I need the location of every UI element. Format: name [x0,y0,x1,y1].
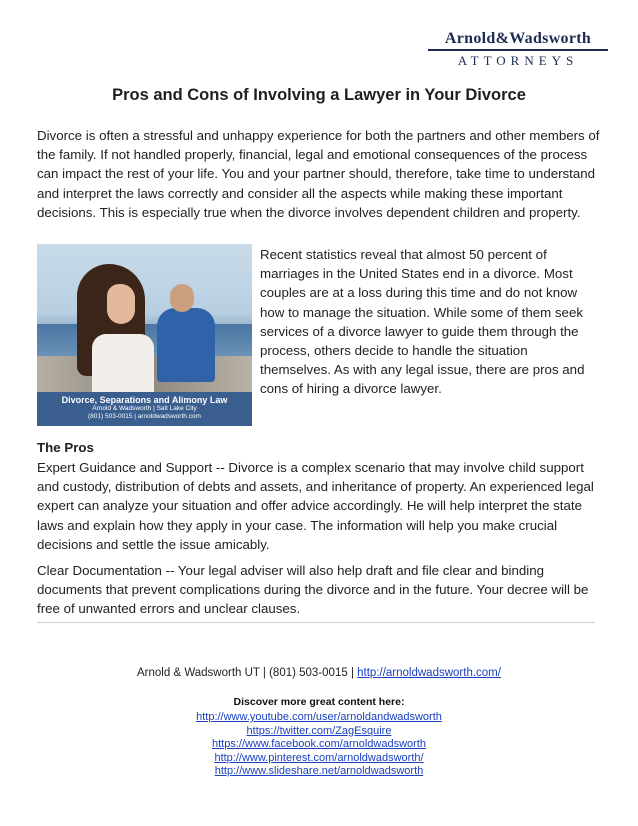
footer-contact [0,667,638,679]
logo-firm-name: Arnold&Wadsworth [444,30,592,47]
discover-heading: Discover more great content here: [233,696,405,708]
firm-logo [428,30,608,69]
facebook-link[interactable]: https://www.facebook.com/arnoldwadsworth [212,738,426,750]
pros-guidance-paragraph: Expert Guidance and Support -- Divorce is a complex scenario that may involve child support and custody, distribution of debts and assets, and inheritance of property. An experienced legal expert can analyze your situation and offer advice accordingly. He will help interpret the state laws and explain how they apply in your case. The information will help you make crucial decisions and settle the issue amicably. [37,460,594,552]
photo-man-head [170,284,194,312]
youtube-link[interactable]: http://www.youtube.com/user/arnoldandwadsworth [196,711,442,723]
photo-caption [37,392,252,426]
caption-line: (801) 503-0015 | arnoldwadsworth.com [88,413,201,420]
slideshare-link[interactable]: http://www.slideshare.net/arnoldwadsworth [214,765,424,777]
pros-heading: The Pros [37,440,94,455]
footer-contact-text: Arnold & Wadsworth UT | (801) 503-0015 | [137,667,354,679]
photo-woman-body [92,334,154,394]
intro-paragraph: Divorce is often a stressful and unhappy experience for both the partners and other members of the family. If not handled properly, financial, legal and emotional consequences of the process can impact the rest of your life. You and your partner should, therefore, take time to understand and interpret the laws correctly and consider all the aspects while making these important decisions. This is especially true when the divorce involves dependent children and property. [37,128,600,220]
pros-documentation-paragraph: Clear Documentation -- Your legal adviser will also help draft and file clear and binding documents that prevent complications during the divorce and in the future. Your decree will be free of unwanted errors and unclear clauses. [37,563,589,617]
caption-line: Arnold & Wadsworth | Salt Lake City [92,405,197,412]
social-links [0,711,638,779]
photo-woman-face [107,284,135,324]
footer-divider [37,622,595,623]
logo-attorneys: ATTORNEYS [457,53,579,68]
logo-rule [428,49,608,51]
page-title: Pros and Cons of Involving a Lawyer in Your Divorce [112,86,526,104]
statistics-paragraph: Recent statistics reveal that almost 50 percent of marriages in the United States end in a divorce. Most couples are at a loss during this time and do not know how to manage the situation. While some of them seek services of a divorce lawyer to guide them through the process, others decide to handle the situation themselves. As with any legal issue, there are pros and cons of hiring a divorce lawyer. [260,247,585,397]
pinterest-link[interactable]: http://www.pinterest.com/arnoldwadsworth/ [214,751,424,764]
footer-site-link[interactable]: http://arnoldwadsworth.com/ [357,667,501,679]
divorce-photo [37,244,252,426]
twitter-link[interactable]: https://twitter.com/ZagEsquire [246,724,392,737]
photo-man [157,308,215,382]
caption-title: Divorce, Separations and Alimony Law [61,395,228,405]
